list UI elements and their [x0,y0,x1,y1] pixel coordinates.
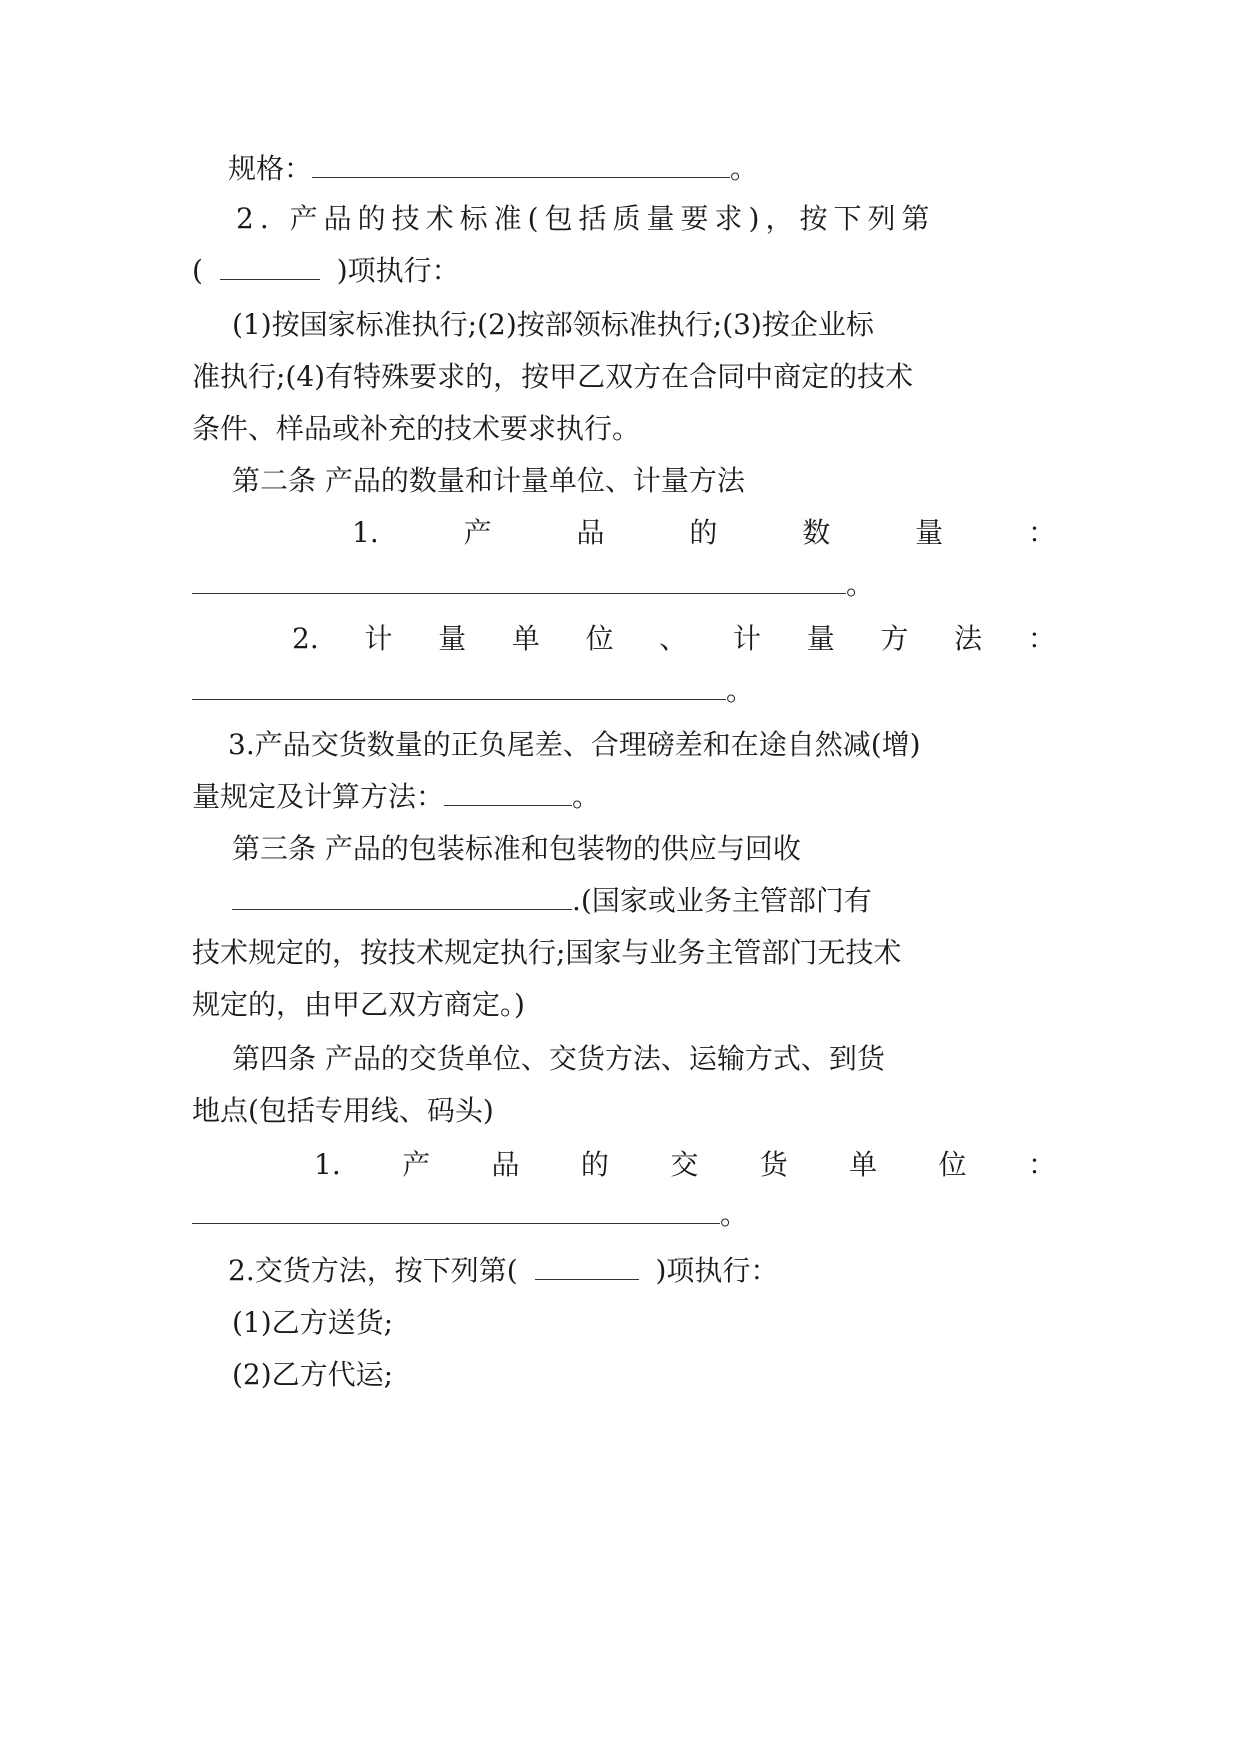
delivery-unit-blank-line [192,1196,1056,1236]
delivery-unit-char: 位 [938,1148,967,1181]
delivery-unit-char: 品 [491,1148,520,1181]
unit-char: 单 [511,622,540,655]
packaging-line2: 技术规定的，按技术规定执行;国家与业务主管部门无技术 [192,936,902,969]
quantity-char: 数 [802,516,831,549]
unit-blank[interactable] [192,673,726,700]
packaging-line1 [232,882,1056,922]
std-options-line2: 准执行;(4)有特殊要求的，按甲乙双方在合同中商定的技术 [192,360,914,393]
std-options-line1: (1)按国家标准执行;(2)按部领标准执行;(3)按企业标 [232,308,874,341]
quantity-char: ： [1027,516,1056,549]
packaging-line3: 规定的，由甲乙双方商定。) [192,988,525,1021]
spec-period: 。 [730,152,759,185]
delivery-method-suffix: )项执行： [655,1254,779,1287]
unit-char: 量 [438,622,467,655]
tech-standard-blank[interactable] [220,253,320,280]
unit-period: 。 [726,674,755,707]
unit-char: 计 [733,622,762,655]
delivery-unit-label-line [314,1146,1056,1186]
delivery-method-prefix: 2.交货方法，按下列第( [228,1254,518,1287]
delivery-unit-char: 的 [580,1148,609,1181]
spec-label: 规格： [228,152,313,185]
paren-close: )项执行： [336,254,460,287]
quantity-char: 量 [915,516,944,549]
delivery-unit-char: 单 [849,1148,878,1181]
unit-char: ： [1027,622,1056,655]
delivery-unit-char: 货 [759,1148,788,1181]
delivery-unit-char: ： [1027,1148,1056,1181]
delivery-unit-char: 交 [670,1148,699,1181]
unit-label-line [292,620,1056,660]
article4-line2: 地点(包括专用线、码头) [192,1094,494,1127]
unit-char: 量 [806,622,835,655]
quantity-char: 产 [463,516,492,549]
tolerance-line1: 3.产品交货数量的正负尾差、合理磅差和在途自然减(增) [228,728,921,761]
tech-standard-line1: 2. 产品的技术标准(包括质量要求)，按下列第 [236,202,936,235]
delivery-option-2: (2)乙方代运; [232,1358,394,1391]
delivery-method-blank[interactable] [535,1253,639,1280]
std-options-line3: 条件、样品或补充的技术要求执行。 [192,412,641,445]
article3-title: 第三条 产品的包装标准和包装物的供应与回收 [232,832,801,865]
unit-char: 方 [880,622,909,655]
quantity-blank-line [192,566,1056,606]
packaging-line1-tail: .(国家或业务主管部门有 [572,884,872,917]
tolerance-label: 量规定及计算方法： [192,780,445,813]
spec-line [228,150,1092,190]
delivery-option-1: (1)乙方送货; [232,1306,394,1339]
packaging-blank[interactable] [232,883,572,910]
unit-char: 位 [585,622,614,655]
unit-char: 、 [659,622,688,655]
delivery-unit-char: 1. [314,1148,341,1181]
tech-standard-line2 [192,252,1056,292]
delivery-unit-char: 产 [402,1148,431,1181]
quantity-char: 品 [576,516,605,549]
unit-char: 法 [954,622,983,655]
quantity-label-line [352,514,1056,554]
spec-blank[interactable] [312,151,730,178]
unit-char: 计 [364,622,393,655]
unit-char: 2. [292,622,319,655]
tolerance-period: 。 [572,780,601,813]
quantity-char: 的 [689,516,718,549]
tolerance-blank[interactable] [444,779,572,806]
delivery-method-line [228,1252,1092,1292]
quantity-blank[interactable] [192,567,846,594]
paren-open: ( [192,254,203,287]
article4-line1: 第四条 产品的交货单位、交货方法、运输方式、到货 [232,1042,885,1075]
delivery-unit-period: 。 [720,1198,749,1231]
tolerance-line2 [192,778,1056,818]
unit-blank-line [192,672,1056,712]
article2-title: 第二条 产品的数量和计量单位、计量方法 [232,464,745,497]
quantity-period: 。 [846,568,875,601]
quantity-char: 1. [352,516,379,549]
delivery-unit-blank[interactable] [192,1197,720,1224]
